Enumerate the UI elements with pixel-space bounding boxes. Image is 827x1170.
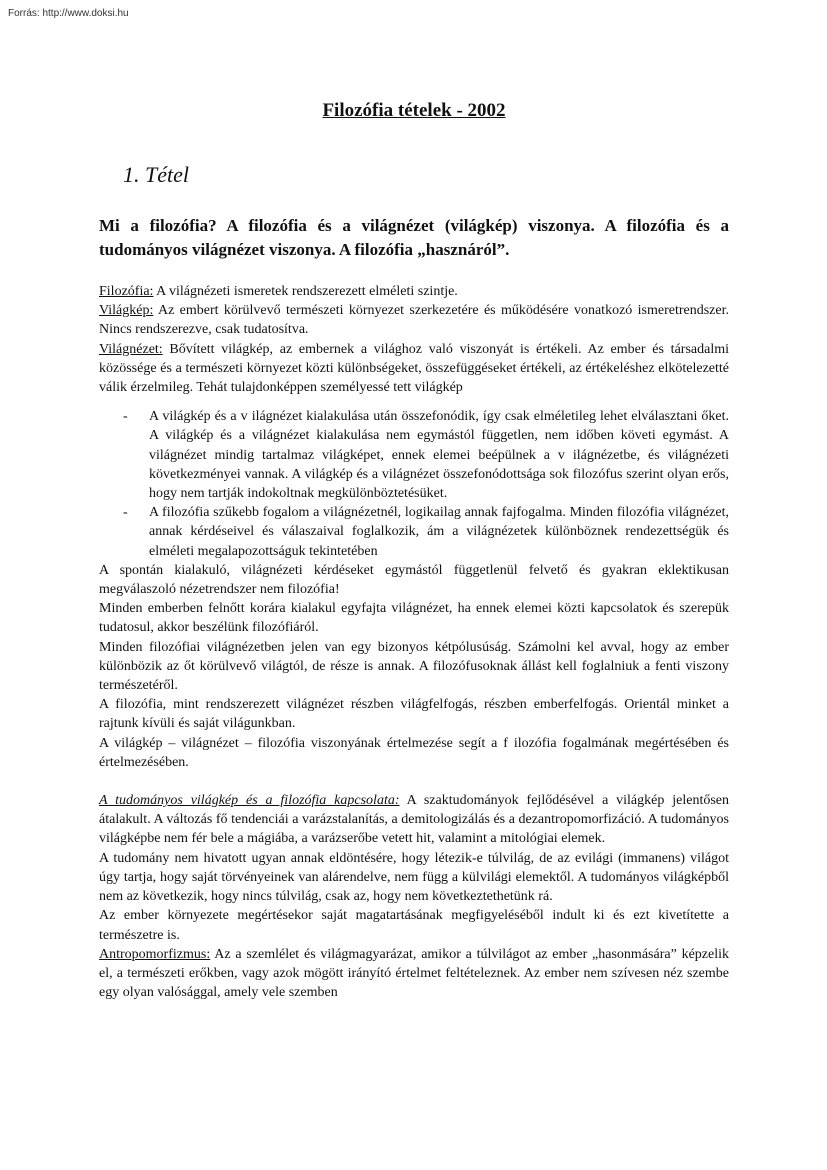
question-heading: Mi a filozófia? A filozófia és a világnézet (világkép) viszonya. A filozófia és a tudományos világnézet viszonya. A filozófia „hasznáról”. bbox=[99, 216, 729, 259]
list-item-text: A filozófia szűkebb fogalom a világnézetnél, logikailag annak fajfogalma. Minden filozófia világnézet, annak kérdéseivel és válaszaival foglalkozik, ám a világnézetek különböznek rendezettségük és elméleti megalapozottságuk tekintetében bbox=[149, 505, 729, 559]
document-title: Filozófia tételek - 2002 bbox=[322, 100, 506, 121]
paragraph: Az ember környezete megértésekor saját magatartásának megfigyeléséből indult ki és ezt kivetítette a természetre is. bbox=[99, 908, 729, 943]
source-url: Forrás: http://www.doksi.hu bbox=[8, 8, 129, 19]
definition-text: Bővített világkép, az embernek a világhoz való viszonyát is értékeli. Az ember és társadalmi közössége és a természeti környezet közti különbségeket, összefüggéseket értékeli, az értékeléshez elkötelezetté válik érzelmileg. Tehát tulajdonképpen személyessé tett világkép bbox=[99, 341, 729, 396]
term-label: Világnézet: bbox=[99, 341, 163, 357]
term-label: Világkép: bbox=[99, 303, 154, 319]
dash-marker: - bbox=[123, 409, 128, 425]
section-heading: A tudományos világkép és a filozófia kapcsolata: bbox=[99, 793, 400, 809]
paragraph: Minden filozófiai világnézetben jelen van egy bizonyos kétpólusúság. Számolni kel avval, hogy az ember különbözik az őt körülvevő világtól, de része is annak. A filozófusoknak állást kell foglalniuk a fenti viszony természetéről. bbox=[99, 639, 729, 694]
body-text bbox=[99, 282, 729, 1002]
list-item bbox=[99, 503, 729, 561]
definition-text: Az a szemlélet és világmagyarázat, amikor a túlvilágot az ember „hasonmására” képzelik el, a természeti erőkben, vagy azok mögött irányító értelmet feltételeznek. Az ember nem szívesen néz szembe egy olyan valósággal, amely vele szemben bbox=[99, 946, 729, 1001]
paragraph: A világkép – világnézet – filozófia viszonyának értelmezése segít a f ilozófia fogalmának megértésében és értelmezésében. bbox=[99, 735, 729, 770]
definition-vilagkep bbox=[99, 301, 729, 339]
section-intro-text: A szaktudományok fejlődésével a világkép jelentősen átalakult. A változás fő tendenciái a varázstalanítás, a demitologizálás és a dezantropomorfizáció. A tudományos világképbe nem fér bele a mágiába, a varázserőbe vetett hit, valamint a mitológiai elemek. bbox=[99, 793, 729, 847]
term-label: Antropomorfizmus: bbox=[99, 946, 211, 962]
paragraph-gap bbox=[99, 772, 729, 791]
paragraph: Minden emberben felnőtt korára kialakul egyfajta világnézet, ha ennek elemei közti kapcsolatok és szerepük tudatosul, akkor beszélünk filozófiáról. bbox=[99, 601, 729, 636]
dash-marker: - bbox=[123, 505, 128, 521]
paragraph: A spontán kialakuló, világnézeti kérdéseket egymástól függetlenül felvető és gyakran eklektikusan megválaszoló nézetrendszer nem filozófia! bbox=[99, 562, 729, 598]
definition-text: Az embert körülvevő természeti környezet szerkezetére és működésére vonatkozó ismeretrendszer. Nincs rendszerezve, csak tudatosítva. bbox=[99, 303, 729, 338]
term-label: Filozófia: bbox=[99, 284, 154, 299]
tetel-heading: 1. Tétel bbox=[123, 162, 189, 187]
list-item-text: A világkép és a v ilágnézet kialakulása után összefonódik, így csak elméletileg lehet elválasztani őket. A világkép és a világnézet kialakulása nem egymástól független, nem időben követi egymást. A világnézet mindig tartalmaz világképet, ennek elemei beépülnek a v ilágnézetbe, és világnézeti következményei vannak. A világkép és a világnézet összefonódottsága sok filozófus szerint olyan erős, hogy nem tartják indokoltnak megkülönböztetésüket. bbox=[149, 409, 729, 502]
section-intro bbox=[99, 791, 729, 849]
paragraph: A tudomány nem hivatott ugyan annak eldöntésére, hogy létezik-e túlvilág, de az evilági (immanens) világot úgy tartja, hogy saját törvényeinek van alárendelve, nem függ a külvilági elemektől. A tudományos világképből nem az következik, hogy nincs túlvilág, csak az, hogy nem következtethetünk rá. bbox=[99, 850, 729, 905]
definition-text: A világnézeti ismeretek rendszerezett elméleti szintje. bbox=[153, 284, 458, 299]
definition-filozofia bbox=[99, 282, 729, 301]
definition-antropomorfizmus bbox=[99, 945, 729, 1003]
bullet-list bbox=[99, 407, 729, 561]
paragraph: A filozófia, mint rendszerezett világnézet részben világfelfogás, részben emberfelfogás. Orientál minket a rajtunk kívüli és saját világunkban. bbox=[99, 697, 729, 732]
list-item bbox=[99, 407, 729, 503]
definition-vilagnezet bbox=[99, 340, 729, 398]
